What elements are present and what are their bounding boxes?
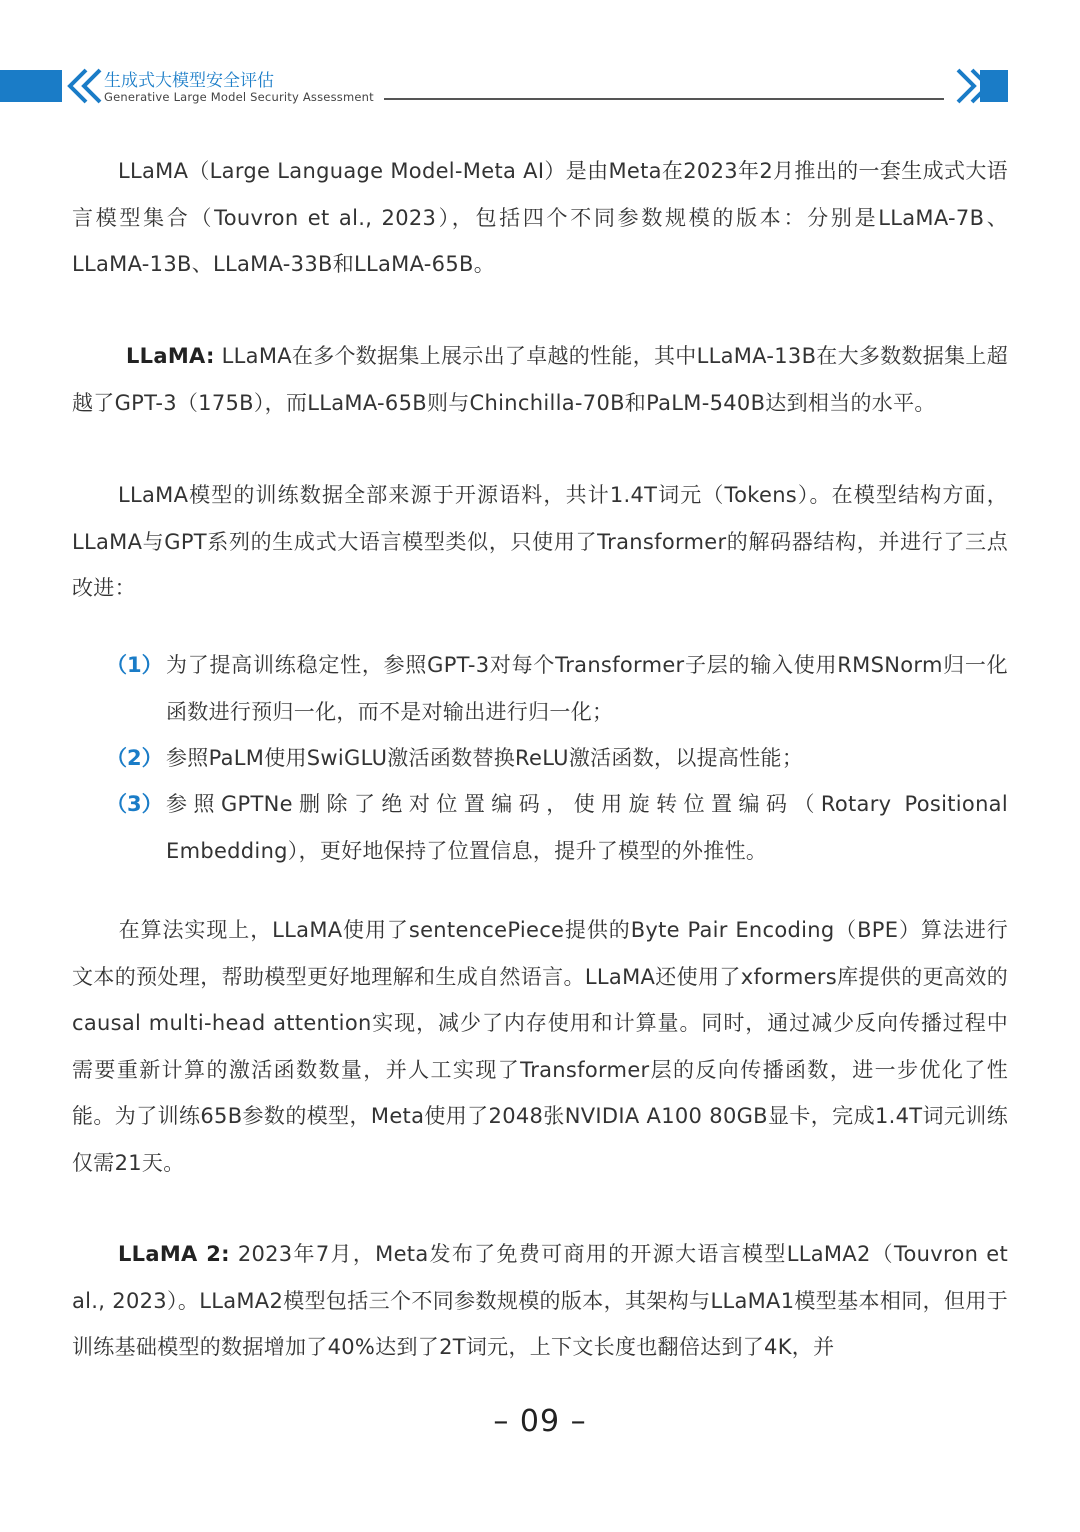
- paragraph-label: LLaMA:: [126, 344, 215, 368]
- paragraph-text: 2023年7月，Meta发布了免费可商用的开源大语言模型LLaMA2（Touvron et al., 2023）。LLaMA2模型包括三个不同参数规模的版本，其架构与LLaMA1模型基本相同，但用于训练基础模型的数据增加了40%达到了2T词元，上下文长度也翻倍达到了4K，并: [72, 1242, 1008, 1359]
- list-item-number: （3）: [106, 792, 163, 816]
- list-item-text: 参照GPTNe删除了绝对位置编码，使用旋转位置编码（Rotary Positional Embedding），更好地保持了位置信息，提升了模型的外推性。: [166, 792, 1008, 863]
- paragraph-llama2: [72, 1231, 1008, 1371]
- list-item: [106, 781, 1008, 874]
- paragraph-label: LLaMA 2:: [118, 1242, 230, 1266]
- header-title: 生成式大模型安全评估: [104, 71, 274, 91]
- paragraph-llama-implementation: [72, 907, 1008, 1186]
- paragraph-llama-intro: [72, 148, 1008, 288]
- list-item-text: 参照PaLM使用SwiGLU激活函数替换ReLU激活函数，以提高性能；: [166, 746, 804, 770]
- list-item: [106, 642, 1008, 735]
- paragraph-text: 在算法实现上，LLaMA使用了sentencePiece提供的Byte Pair Encoding（BPE）算法进行文本的预处理，帮助模型更好地理解和生成自然语言。LLaMA还使用了xformers库提供的更高效的causal multi-head attention实现，减少了内存使用和计算量。同时，通过减少反向传播过程中需要重新计算的激活函数数量，并人工实现了Transformer层的反向传播函数，进一步优化了性能。为了训练65B参数的模型，Meta使用了2048张NVIDIA A100 80GB显卡，完成1.4T词元训练仅需21天。: [72, 918, 1008, 1175]
- paragraph-llama-training-data: [72, 472, 1008, 612]
- paragraph-text: LLaMA（Large Language Model-Meta AI）是由Meta在2023年2月推出的一套生成式大语言模型集合（Touvron et al., 2023），包括四个不同参数规模的版本：分别是LLaMA-7B、LLaMA-13B、LLaMA-33B和LLaMA-65B。: [72, 159, 1008, 276]
- header-divider: [384, 98, 944, 100]
- page-number: – 09 –: [493, 1404, 587, 1439]
- list-item-number: （2）: [106, 746, 163, 770]
- double-chevron-left-icon: [62, 66, 106, 106]
- list-item-text: 为了提高训练稳定性，参照GPT-3对每个Transformer子层的输入使用RMSNorm归一化函数进行预归一化，而不是对输出进行归一化；: [166, 653, 1008, 724]
- paragraph-text: LLaMA在多个数据集上展示出了卓越的性能，其中LLaMA-13B在大多数数据集上超越了GPT-3（175B），而LLaMA-65B则与Chinchilla-70B和PaLM-540B达到相当的水平。: [72, 344, 1008, 415]
- header-subtitle: Generative Large Model Security Assessment: [104, 90, 374, 104]
- header-accent-bar-left: [0, 70, 62, 102]
- paragraph-text: LLaMA模型的训练数据全部来源于开源语料，共计1.4T词元（Tokens）。在模型结构方面，LLaMA与GPT系列的生成式大语言模型类似，只使用了Transformer的解码器结构，并进行了三点改进：: [72, 483, 1008, 600]
- header-accent-bar-right: [980, 70, 1008, 102]
- list-item-number: （1）: [106, 653, 163, 677]
- list-item: [106, 735, 1008, 782]
- paragraph-llama-performance: [72, 333, 1008, 426]
